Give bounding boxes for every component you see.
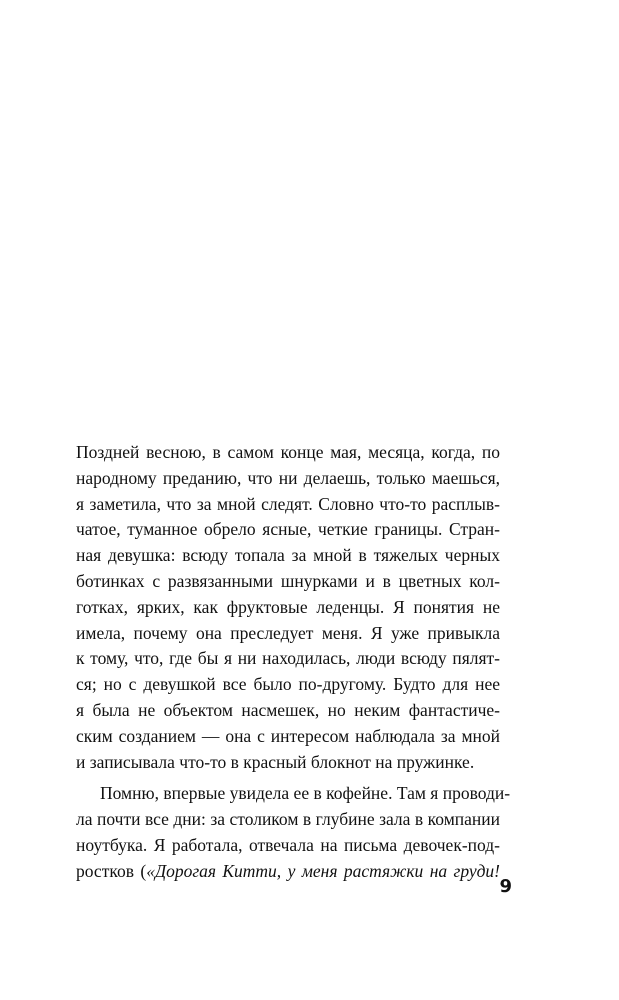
page-number: 9 (499, 876, 512, 897)
text-line: я была не объектом насмешек, но неким фантастиче- (76, 699, 500, 720)
text-line-mixed (76, 859, 500, 885)
paragraph-1 (76, 440, 500, 775)
paragraph-2 (76, 781, 511, 884)
text-line: ботинках с развязанными шнурками и в цветных кол- (76, 570, 500, 591)
text-line: Помню, впервые увидела ее в кофейне. Там я проводи- (100, 783, 511, 804)
body-text (76, 440, 511, 885)
text-line: к тому, что, где бы я ни находилась, люди всюду пялят- (76, 648, 500, 669)
text-line: ся; но с девушкой все было по-другому. Будто для нее (76, 674, 500, 695)
text-line: ноутбука. Я работала, отвечала на письма девочек-под- (76, 834, 500, 855)
text-line: чатое, туманное обрело ясные, четкие границы. Стран- (76, 519, 500, 540)
text-line: ла почти все дни: за столиком в глубине зала в компании (76, 809, 500, 830)
text-fragment: ростков ( (76, 860, 147, 881)
text-line: Поздней весною, в самом конце мая, месяца, когда, по (76, 442, 500, 462)
text-line: народному преданию, что ни делаешь, только маешься, (76, 467, 500, 488)
italic-quote: «Дорогая Китти, у меня растяжки на груди! (146, 860, 500, 881)
text-line: готках, ярких, как фруктовые леденцы. Я понятия не (76, 596, 500, 617)
text-line: имела, почему она преследует меня. Я уже привыкла (76, 622, 500, 643)
text-line: и записывала что-то в красный блокнот на пружинке. (76, 751, 475, 772)
text-line: я заметила, что за мной следят. Словно что-то расплыв- (76, 493, 500, 514)
text-line: ная девушка: всюду топала за мной в тяжелых черных (76, 545, 500, 566)
text-line: ским созданием — она с интересом наблюдала за мной (76, 725, 500, 746)
